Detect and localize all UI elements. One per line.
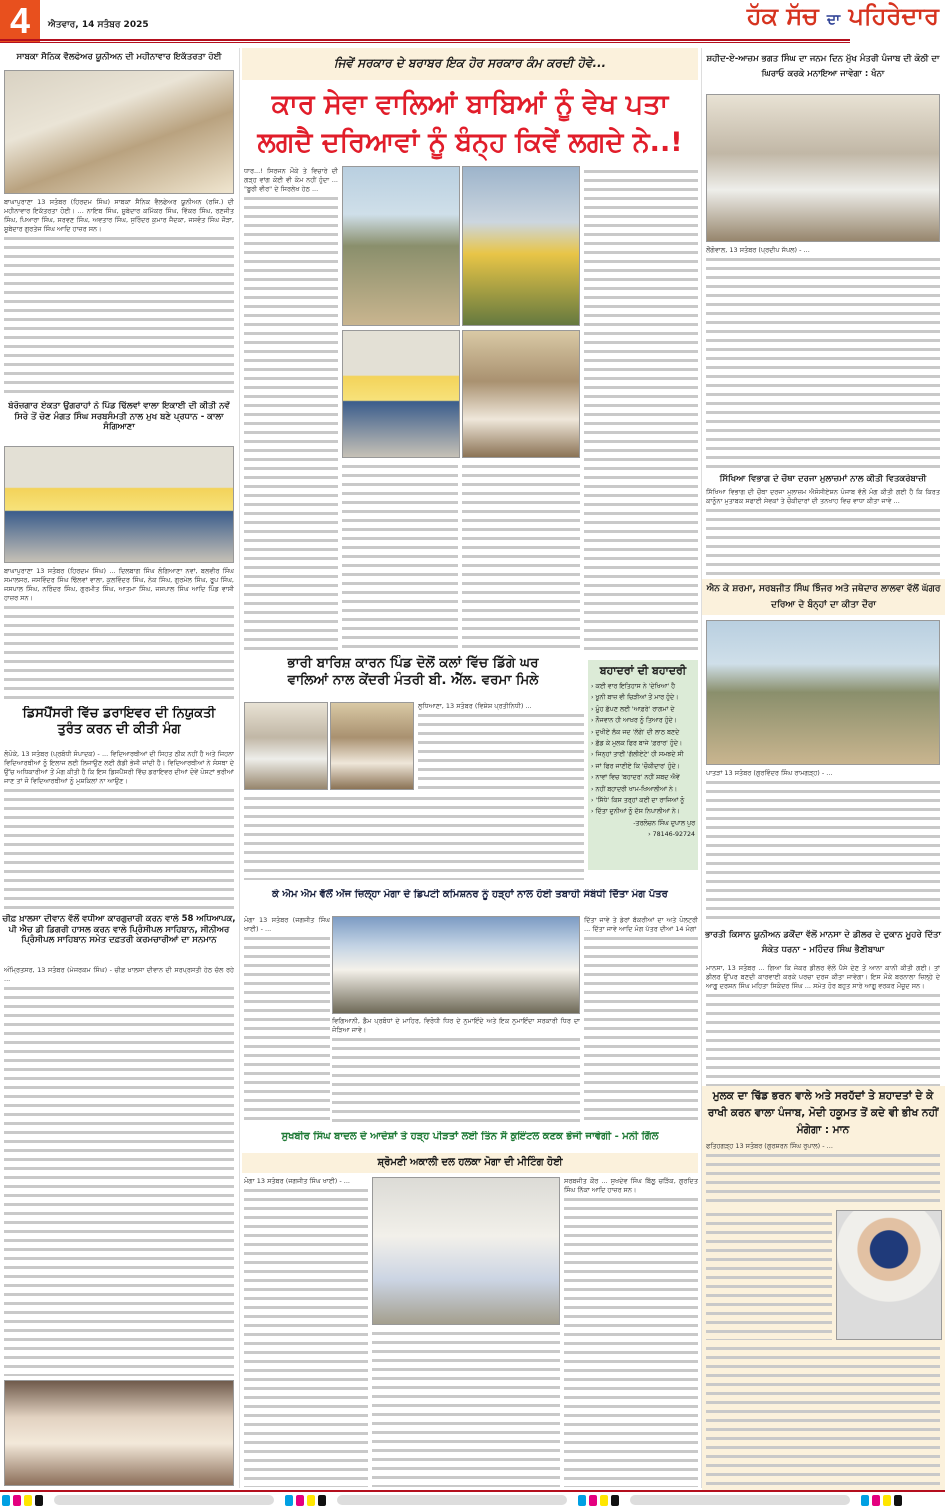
left-a1-headline: ਸਾਬਕਾ ਸੈਨਿਕ ਵੈਲਫੇਅਰ ਯੂਨੀਅਨ ਦੀ ਮਹੀਨਾਵਾਰ ਇਕੱਤਰਤਾ ਹੋਈ bbox=[16, 52, 222, 62]
poem-line: › ਨੌਜਵਾਨ ਹੀ ਆਖ਼ਰ ਨੂੰ ਤਿਆਰ ਹੁੰਦੇ। bbox=[591, 717, 677, 725]
poem-line: › ਕਈ ਵਾਰ ਇਤਿਹਾਸ ਨੇ 'ਦੇਖਿਆ' ਹੈ bbox=[591, 683, 676, 690]
poem-author: -ਤਰਲੋਚਨ ਸਿੰਘ ਦੁਪਾਲ ਪੁਰ bbox=[633, 819, 695, 827]
a6-photo-1 bbox=[244, 702, 328, 790]
right-r5-portrait bbox=[836, 1210, 942, 1340]
gray-bar bbox=[630, 1495, 850, 1505]
cmyk-yellow bbox=[24, 1495, 32, 1506]
lead-body-col2 bbox=[342, 462, 458, 652]
page-number: 4 bbox=[0, 0, 40, 42]
poem-title: ਬਹਾਦਰਾਂ ਦੀ ਬਹਾਦਰੀ bbox=[599, 664, 687, 677]
poem-phone-number: 78146-92724 bbox=[652, 831, 695, 839]
right-r3-body: ਪਾਤੜਾਂ 13 ਸਤੰਬਰ (ਗੁਰਵਿੰਦਰ ਸਿੰਘ ਰਾਮਗੜ੍ਹ) - ... bbox=[706, 769, 940, 925]
cmyk-magenta bbox=[296, 1495, 304, 1506]
left-a2-photo bbox=[4, 446, 234, 563]
poem-line: › ਦਿੱਤਾ ਦੁਨੀਆਂ ਨੂੰ ਦੱਸ ਨਿਪਾਲੀਆਂ ਨੇ। bbox=[591, 808, 680, 816]
right-r5-body-cont bbox=[706, 1210, 832, 1340]
a9-body-col1: ਮੋਗਾ 13 ਸਤੰਬਰ (ਜਗਜੀਤ ਸਿੰਘ ਖਾਈ) - ... bbox=[244, 1177, 368, 1487]
logo-text-3: ਪਹਿਰੇਦਾਰ bbox=[848, 2, 939, 30]
left-a4-photo bbox=[4, 1380, 234, 1486]
issue-date: ਐਤਵਾਰ, 14 ਸਤੰਬਰ 2025 bbox=[48, 20, 149, 30]
cmyk-magenta bbox=[872, 1495, 880, 1506]
a7-body-col2: ਵਿਗਿਆਨੀ, ਡੈਮ ਪ੍ਰਬੰਧਾਂ ਦੇ ਮਾਹਿਰ, ਵਿਰੋਧੀ ਧਿਰ ਦੇ ਨੁਮਾਇੰਦੇ ਅਤੇ ਇਕ ਨੁਮਾਇੰਦਾ ਸਰਕਾਰੀ ਧਿਰ ਦਾ ਜੋੜਿਆ ਜਾਵੇ। bbox=[332, 1017, 580, 1125]
lead-photo-1 bbox=[342, 166, 460, 326]
cmyk-cyan bbox=[578, 1495, 586, 1506]
poem-lines bbox=[591, 681, 695, 818]
gray-bar bbox=[337, 1495, 567, 1505]
a6-headline bbox=[242, 655, 584, 689]
a9-photo bbox=[372, 1177, 560, 1325]
lead-photo-3 bbox=[342, 330, 460, 458]
a7-body-col1: ਮੋਗਾ 13 ਸਤੰਬਰ (ਜਗਜੀਤ ਸਿੰਘ ਖਾਈ) - ... bbox=[244, 916, 330, 1126]
poem-line: › ਮੂੰਹ ਛੱਪਣ ਲਈ 'ਆਫ਼ਰੇ' ਰਾਗਮਾਂ ਦੇ bbox=[591, 705, 675, 713]
lead-body-col1: ਧਾਰ...! ਸਿਰਜਨ ਮੌਕੇ ਤੇ ਵਿਚਾਰੇ ਦੀ ਗੜ੍ਹ ਵਾਂਗ ਕੋਈ ਵੀ ਕੰਮ ਨਹੀਂ ਹੁੰਦਾ ... "ਬੂਰੀ ਵੀਰ" ਦੇ ਸਿਰਲੇਖ ਹੇਠ ... bbox=[244, 167, 338, 652]
cmyk-black bbox=[894, 1495, 902, 1506]
poem-line: › ਜਿਨ੍ਹਾਂ ਤਾਈਂ 'ਗੱਲੀਏਟੇ' ਹੀ ਸਮਝਦੇ ਸੀ bbox=[591, 751, 684, 759]
cmyk-cyan bbox=[2, 1495, 10, 1506]
poem-box bbox=[588, 660, 698, 870]
cmyk-black bbox=[611, 1495, 619, 1506]
left-a3-body: ਲੋਪੋਕੇ, 13 ਸਤੰਬਰ (ਪ੍ਰਬੰਧੀ ਸੰਪਾਦਕ) - ... ਵਿਦਿਆਰਥੀਆਂ ਦੀ ਸਿਹਤ ਠੀਕ ਨਹੀਂ ਹੈ ਅਤੇ ਜਿਹਨਾ ਵਿਦਿਆਰਥੀਆਂ ਨੂੰ ਇਲਾਜ ਲਈ ਲਿਜਾਉਣ ਲਈ ਗੱਡੀ ਭੇਜੀ ਜਾਂਦੀ ਹੈ। ਵਿਦਿਆਰਥੀਆਂ ਨੇ ਸੰਸਥਾ ਦੇ ਉੱਚ ਅਧਿਕਾਰੀਆਂ ਤੋਂ ਮੰਗ ਕੀਤੀ ਹੈ ਕਿ ਇਸ ਡਿਸਪੈਂਸਰੀ ਵਿੱਚ ਡਰਾਇਵਰ ਦੀਆਂ ਦੋਵੇਂ ਪੋਸਟਾਂ ਭਰੀਆਂ ਜਾਣ ਤਾਂ ਜੋ ਵਿਦਿਆਰਥੀਆਂ ਨੂੰ ਮੁਸ਼ਕਿਲਾਂ ਨਾ ਆਉਣ। bbox=[4, 750, 234, 910]
poem-line: › 'ਸਿੱਧੇ' ਕਿਸ ਤਰ੍ਹਾਂ ਕਈ ਦਾ ਰਾਜਿਆਂ ਨੂੰ bbox=[591, 797, 685, 805]
a9-body-col2 bbox=[372, 1329, 560, 1487]
lead-kicker: ਜਿਵੇਂ ਸਰਕਾਰ ਦੇ ਬਰਾਬਰ ਇਕ ਹੋਰ ਸਰਕਾਰ ਕੰਮ ਕਰਦੀ ਹੋਵੇ... bbox=[333, 56, 607, 70]
left-a4-body: ਅੰਮ੍ਰਿਤਸਰ, 13 ਸਤੰਬਰ (ਮੇਜਰਕਮ ਸਿੰਘ) - ਚੀਫ਼ ਖ਼ਾਲਸਾ ਦੀਵਾਨ ਦੀ ਸਰਪ੍ਰਸਤੀ ਹੇਠ ਚੱਲ ਰਹੇ ... bbox=[4, 966, 234, 1376]
logo-text-2: ਦਾ bbox=[826, 12, 841, 28]
header-rule bbox=[0, 39, 850, 43]
left-a1-body: ਬਾਘਾਪੁਰਾਣਾ 13 ਸਤੰਬਰ (ਹਿਰਦਮ ਸਿੰਘ) ਸਾਬਕਾ ਸੈਨਿਕ ਵੈਲਫੇਅਰ ਯੂਨੀਅਨ (ਰਜਿ.) ਦੀ ਮਹੀਨਾਵਾਰ ਇਕੱਤਰਤਾ ਹੋਈ। ... ਨਾਇਬ ਸਿੰਘ, ਸੂਬੇਦਾਰ ਕਮਿੱਕਰ ਸਿੰਘ, ਵਿੱਕਰ ਸਿੰਘ, ਰਣਜੀਤ ਸਿੰਘ, ਪਿਆਰਾ ਸਿੰਘ, ਸਰਵਣ ਸਿੰਘ, ਅਵਤਾਰ ਸਿੰਘ, ਸੁਰਿੰਦਰ ਕੁਮਾਰ ਜੈਦਕਾ, ਜਸਵੰਤ ਸਿੰਘ ਜੌੜਾ, ਸੂਬੇਦਾਰ ਗੁਰਤੇਜ ਸਿੰਘ ਆਦਿ ਹਾਜ਼ਰ ਸਨ। bbox=[4, 198, 234, 398]
lead-body-col3 bbox=[462, 462, 580, 652]
poem-line: › ਛੱਡ ਕੇ ਮੁਲਕ ਫਿਰ ਬਾਜੇ 'ਫ਼ਰਾਰ' ਹੁੰਦੇ। bbox=[591, 740, 683, 748]
cmyk-yellow bbox=[307, 1495, 315, 1506]
poem-line: › ਜਾਂ ਫਿਰ ਜਾਣੀਏ ਕਿ 'ਚੌਕੀਦਾਰ' ਹੁੰਦੇ। bbox=[591, 762, 680, 770]
a6-body: ਲੁਧਿਆਣਾ, 13 ਸਤੰਬਰ (ਵਿਸ਼ੇਸ਼ ਪ੍ਰਤੀਨਿਧੀ) ... bbox=[418, 702, 584, 790]
a6-photo-2 bbox=[330, 702, 414, 790]
cmyk-yellow bbox=[600, 1495, 608, 1506]
lead-photo-4 bbox=[462, 330, 580, 458]
a9-body-col3: ਸਰਬਜੀਤ ਕੌਰ ... ਸੁਖਦੇਵ ਸਿੰਘ ਬਿੱਲੂ ਚੜਿੱਕ, ਗੁਰਦਿਤ ਸਿੰਘ ਨਿੱਕਾ ਆਦਿ ਹਾਜ਼ਰ ਸਨ। bbox=[564, 1177, 698, 1487]
a6-headline-line1: ਭਾਰੀ ਬਾਰਿਸ਼ ਕਾਰਨ ਪਿੰਡ ਦੋਲੋਂ ਕਲਾਂ ਵਿੱਚ ਡਿੱਗੇ ਘਰ bbox=[287, 655, 539, 671]
right-r5-body-cont2 bbox=[706, 1344, 940, 1486]
poem-line: › ਖੂਨੀ ਬਾਜ਼ ਵੀ ਚਿੜੀਆਂ ਤੋਂ ਮਾਰ ਹੁੰਦੇ। bbox=[591, 694, 679, 702]
cmyk-magenta bbox=[589, 1495, 597, 1506]
cmyk-yellow bbox=[883, 1495, 891, 1506]
color-registration-strip bbox=[0, 1494, 945, 1506]
a8-headline: ਸੁਖਬੀਰ ਸਿੰਘ ਬਾਦਲ ਦੇ ਆਦੇਸ਼ਾਂ ਤੇ ਹੜ੍ਹ ਪੀੜਤਾਂ ਲਈ ਤਿੰਨ ਸੌ ਕੁਇੰਟਲ ਕਣਕ ਭੇਜੀ ਜਾਵੇਗੀ - ਮਨੀ ਗਿੱਲ bbox=[281, 1131, 659, 1142]
left-a2-body: ਬਾਘਾਪੁਰਾਣਾ 13 ਸਤੰਬਰ (ਹਿਰਦਮ ਸਿੰਘ) ... ਦਿਲਬਾਗ ਸਿੰਘ ਲੰਗਿਆਣਾ ਨਵਾਂ, ਬਲਵੀਰ ਸਿੰਘ ਸਮਾਲਸਰ, ਜਸਵਿੰਦਰ ਸਿੰਘ ਢਿੱਲਵਾਂ ਵਾਲਾ, ਕੁਲਵਿੰਦਰ ਸਿੰਘ, ਨੇਕ ਸਿੰਘ, ਗੁਰਮੇਲ ਸਿੰਘ, ਰੂਪ ਸਿੰਘ, ਜਸਪਾਲ ਸਿੰਘ, ਨਰਿੰਦਰ ਸਿੰਘ, ਗੁਰਮੀਤ ਸਿੰਘ, ਆਤਮਾ ਸਿੰਘ, ਜਸਪਾਲ ਸਿੰਘ ਆਦਿ ਪਿੰਡ ਵਾਸੀ ਹਾਜ਼ਰ ਸਨ। bbox=[4, 567, 234, 703]
poem-line: › ਨਾਵਾਂ ਵਿਚ 'ਬਹਾਦਰ' ਨਹੀਂ ਸ਼ਬਦ ਐਵੇਂ bbox=[591, 774, 680, 782]
left-a1-photo bbox=[4, 70, 234, 194]
a9-headline: ਸ਼੍ਰੋਮਣੀ ਅਕਾਲੀ ਦਲ ਹਲਕਾ ਮੋਗਾ ਦੀ ਮੀਟਿੰਗ ਹੋਈ bbox=[242, 1153, 698, 1173]
poem-line: › ਨਹੀਂ ਬਹਾਦਰੀ ਖਾਮ-ਖਿਆਲੀਆਂ ਨੇ। bbox=[591, 785, 678, 793]
a6-headline-line2: ਵਾਲਿਆਂ ਨਾਲ ਕੇਂਦਰੀ ਮੰਤਰੀ ਬੀ. ਐੱਲ. ਵਰਮਾ ਮਿਲੇ bbox=[287, 671, 539, 688]
lead-headline-line2: ਲਗਦੈ ਦਰਿਆਵਾਂ ਨੂੰ ਬੰਨ੍ਹ ਕਿਵੇਂ ਲਗਦੇ ਨੇ..! bbox=[257, 127, 683, 158]
masthead-logo bbox=[747, 2, 939, 30]
cmyk-magenta bbox=[13, 1495, 21, 1506]
cmyk-cyan bbox=[285, 1495, 293, 1506]
poem-phone: › 78146-92724 bbox=[648, 831, 695, 839]
right-r2-body: ਸਿੱਖਿਆ ਵਿਭਾਗ ਦੀ ਚੌਥਾ ਦਰਜਾ ਮੁਲਾਜ਼ਮ ਐਸੋਸੀਏਸ਼ਨ ਪੰਜਾਬ ਵੱਲੋਂ ਮੰਗ ਕੀਤੀ ਗਈ ਹੈ ਕਿ ਕਿਰਤ ਕਾਨੂੰਨਾ ਮੁਤਾਬਕ ਸਫਾਈ ਸੇਵਕਾਂ ਤੇ ਚੌਕੀਦਾਰਾਂ ਦੀ ਤਨਖਾਹ ਵਿਚ ਵਾਧਾ ਕੀਤਾ ਜਾਵੇ ... bbox=[706, 488, 940, 576]
cmyk-black bbox=[35, 1495, 43, 1506]
lead-headline bbox=[242, 86, 698, 162]
right-r3-headline: ਐਨ ਕੇ ਸ਼ਰਮਾ, ਸਰਬਜੀਤ ਸਿੰਘ ਝਿੰਜਰ ਅਤੇ ਜਥੇਦਾਰ ਲਾਲਵਾ ਵੱਲੋਂ ਘੱਗਰ ਦਰਿਆ ਦੇ ਬੰਨ੍ਹਾਂ ਦਾ ਕੀਤਾ ਦੌਰਾ bbox=[702, 579, 945, 615]
right-r1-photo bbox=[706, 94, 940, 242]
right-r5-headline: ਮੁਲਕ ਦਾ ਢਿੱਡ ਭਰਨ ਵਾਲੇ ਅਤੇ ਸਰਹੱਦਾਂ ਤੇ ਸ਼ਹਾਦਤਾਂ ਦੇ ਕੇ ਰਾਖੀ ਕਰਨ ਵਾਲਾ ਪੰਜਾਬ, ਮੋਦੀ ਹਕੂਮਤ ਤੋਂ ਕਦੇ ਵੀ ਭੀਖ ਨਹੀਂ ਮੰਗੇਗਾ : ਮਾਨ bbox=[707, 1090, 939, 1136]
gray-bar bbox=[54, 1495, 274, 1505]
left-a3-headline-line1: ਡਿਸਪੈਂਸਰੀ ਵਿੱਚ ਡਰਾਇਵਰ ਦੀ ਨਿਯੁਕਤੀ bbox=[22, 706, 216, 721]
a7-body-col3: ਦਿੱਤਾ ਜਾਵੇ ਤੇ ਡੇਰਾਂ ਬੱਕਰੀਆਂ ਦਾ ਅਤੇ ਪੋਲਟਰੀ ... ਦਿੱਤਾ ਜਾਵੇ ਆਦਿ ਮੰਗ ਪੱਤਰ ਦੀਆਂ 14 ਮੰਗਾਂ bbox=[584, 916, 698, 1126]
a6-body-cont bbox=[244, 794, 584, 880]
a7-headline: ਕੇ ਐਮ ਐਮ ਵੱਲੋਂ ਅੱਜ ਜ਼ਿਲ੍ਹਾ ਮੋਗਾ ਦੇ ਡਿਪਟੀ ਕਮਿਸ਼ਨਰ ਨੂੰ ਹੜ੍ਹਾਂ ਨਾਲ ਹੋਈ ਤਬਾਹੀ ਸੰਬੰਧੀ ਦਿੱਤਾ ਮੰਗ ਪੱਤਰ bbox=[272, 889, 668, 900]
poem-line: › ਦੁਖੀਏ ਲੱਕ ਜਦ 'ਲੱਗੇ' ਦੀ ਲਾਠ ਬਣਦੇ bbox=[591, 728, 680, 736]
left-a3-headline bbox=[2, 706, 236, 739]
left-a2-headline: ਬੇਰੋਜ਼ਗਾਰ ਏਕਤਾ ਉਗਰਾਹਾਂ ਨੇ ਪਿੰਡ ਢਿੱਲਵਾਂ ਵਾਲਾ ਇਕਾਈ ਦੀ ਕੀਤੀ ਨਵੇਂ ਸਿਰੇ ਤੋਂ ਚੋਣ ਮੰਗਤ ਸਿੰਘ ਸਰਬਸੰਮਤੀ ਨਾਲ ਮੁਖ ਬਣੇ ਪ੍ਰਧਾਨ - ਕਾਲਾ ਸੰਗਿਆਣਾ bbox=[8, 401, 230, 433]
a7-photo bbox=[332, 916, 580, 1014]
cmyk-cyan bbox=[861, 1495, 869, 1506]
right-r4-headline: ਭਾਰਤੀ ਕਿਸਾਨ ਯੂਨੀਅਨ ਡਕੌਂਦਾ ਵੱਲੋਂ ਮਾਨਸਾ ਦੇ ਡੀਲਰ ਦੇ ਦੁਕਾਨ ਮੂਹਰੇ ਦਿੱਤਾ ਸੰਕੇਤ ਧਰਨਾ - ਮਹਿੰਦਰ ਸਿੰਘ ਭੈਣੀਬਾਘਾ bbox=[705, 930, 941, 955]
lead-photo-2 bbox=[462, 166, 580, 326]
left-a3-headline-line2: ਤੁਰੰਤ ਕਰਨ ਦੀ ਕੀਤੀ ਮੰਗ bbox=[57, 722, 181, 738]
logo-text-1: ਹੱਕ ਸੱਚ bbox=[746, 2, 819, 30]
right-r4-body: ਮਾਨਸਾ, 13 ਸਤੰਬਰ ... ਗਿਆ ਕਿ ਜੇਕਰ ਡੀਲਰ ਵੱਲੋਂ ਪੈਸੇ ਦੇਣ ਤੋਂ ਆਨਾ ਕਾਨੀ ਕੀਤੀ ਗਈ। ਤਾਂ ਡੀਲਰ ਉੱਪਰ ਬਣਦੀ ਕਾਰਵਾਈ ਕਰਕੇ ਪਰਚਾ ਦਰਜ ਕੀਤਾ ਜਾਵੇਗਾ। ਇਸ ਮੌਕੇ ਬਰਨਾਲਾ ਜ਼ਿਲ੍ਹੇ ਦੇ ਆਗੂ ਦਰਸ਼ਨ ਸਿੰਘ ਮਹਿਤਾ ਸਿਕੰਦਰ ਸਿੰਘ ... ਸਮੇਤ ਹੋਰ ਬਹੁਤ ਸਾਰੇ ਆਗੂ ਵਰਕਰ ਮੌਜੂਦ ਸਨ। bbox=[706, 964, 940, 1086]
right-r5-body: ਫਤਿਹਗੜ੍ਹ 13 ਸਤੰਬਰ (ਗੁਰਸ਼ਰਨ ਸਿੰਘ ਰੁਪਾਲ) - ... bbox=[706, 1142, 940, 1208]
cmyk-black bbox=[318, 1495, 326, 1506]
column-divider-left bbox=[239, 48, 240, 1488]
right-r1-headline: ਸ਼ਹੀਦ-ਏ-ਆਜ਼ਮ ਭਗਤ ਸਿੰਘ ਦਾ ਜਨਮ ਦਿਨ ਮੁੱਖ ਮੰਤਰੀ ਪੰਜਾਬ ਦੀ ਕੋਠੀ ਦਾ ਘਿਰਾਓ ਕਰਕੇ ਮਨਾਇਆ ਜਾਵੇਗਾ : ਖੰਨਾ bbox=[706, 54, 940, 79]
right-r3-photo bbox=[706, 620, 940, 765]
lead-body-col4 bbox=[584, 167, 698, 652]
lead-headline-line1: ਕਾਰ ਸੇਵਾ ਵਾਲਿਆਂ ਬਾਬਿਆਂ ਨੂੰ ਵੇਖ ਪਤਾ bbox=[271, 89, 669, 120]
right-r2-headline: ਸਿੱਖਿਆ ਵਿਭਾਗ ਦੇ ਚੌਥਾ ਦਰਜਾ ਮੁਲਾਜ਼ਮਾਂ ਨਾਲ ਕੀਤੀ ਵਿਤਕਰੇਬਾਜ਼ੀ bbox=[719, 474, 927, 484]
right-r1-body: ਲੌਂਗੋਵਾਲ, 13 ਸਤੰਬਰ (ਪ੍ਰਦੀਪ ਸੱਪਲ) - ... bbox=[706, 246, 940, 472]
left-a4-headline: ਚੀਫ਼ ਖ਼ਾਲਸਾ ਦੀਵਾਨ ਵੱਲੋਂ ਵਧੀਆ ਕਾਰਗੁਜ਼ਾਰੀ ਕਰਨ ਵਾਲੇ 58 ਅਧਿਆਪਕ, ਪੀ ਐਚ ਡੀ ਡਿਗਰੀ ਹਾਸਲ ਕਰਨ ਵਾਲੇ ਪ੍ਰਿੰਸੀਪਲ ਸਾਹਿਬਾਨ, ਸੀਨੀਅਰ ਪ੍ਰਿੰਸੀਪਲ ਸਾਹਿਬਾਨ ਸਮੇਤ ਦਫ਼ਤਰੀ ਕਰਮਚਾਰੀਆਂ ਦਾ ਸਨਮਾਨ bbox=[2, 914, 236, 946]
footer-rule bbox=[0, 1490, 945, 1492]
